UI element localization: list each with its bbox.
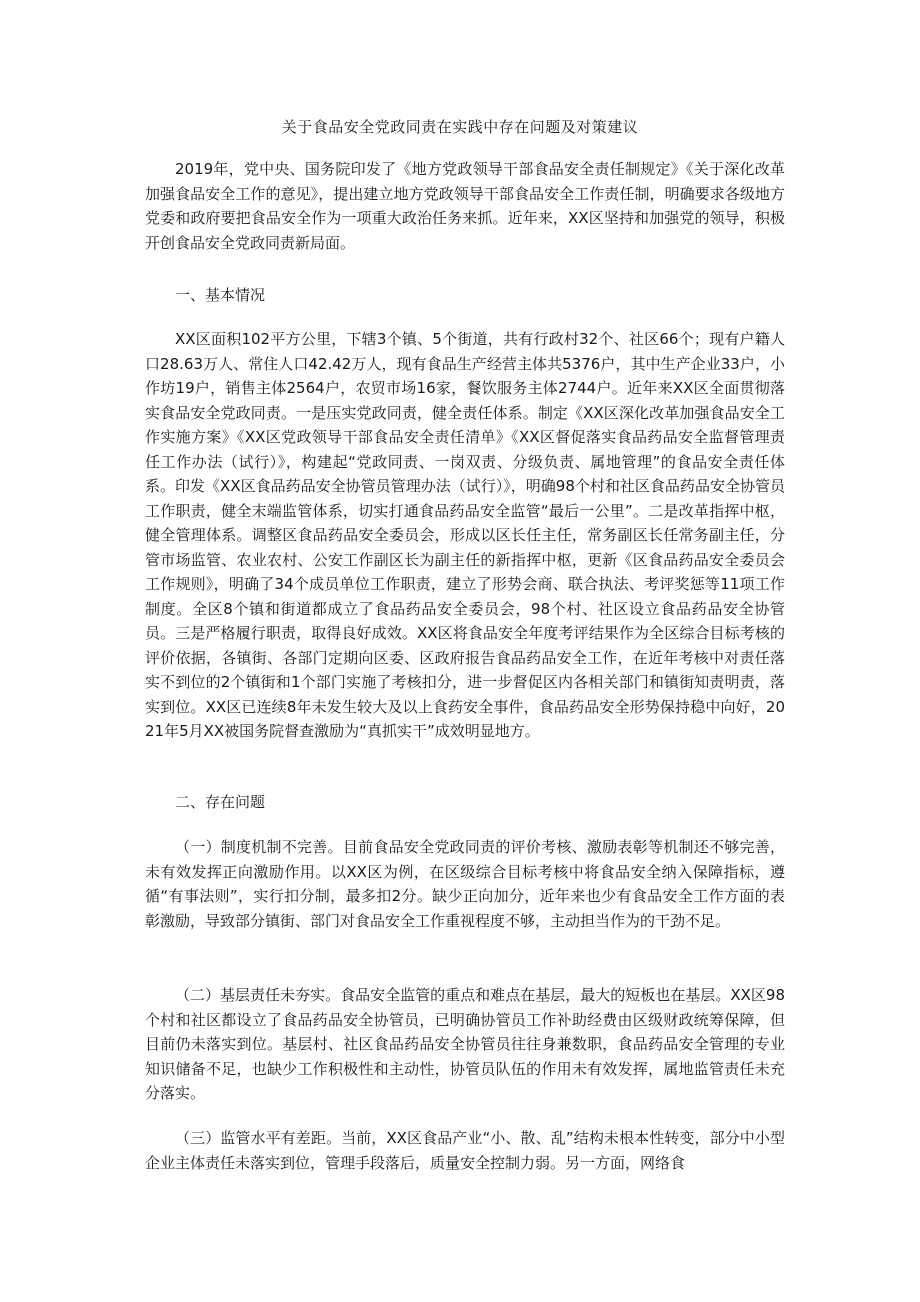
- section-heading-existing-problems: 二、存在问题: [175, 793, 266, 811]
- document-title: 关于食品安全党政同责在实践中存在问题及对策建议: [281, 118, 639, 136]
- problem-paragraph-2: （二）基层责任未夯实。食品安全监管的重点和难点在基层，最大的短板也在基层。XX区98个村和社区都设立了食品药品安全协管员，已明确协管员工作补助经费由区级财政统筹保障，但目前仍未落实到位。基层村、社区食品药品安全协管员往往身兼数职，食品药品安全管理的专业知识储备不足，也缺少工作积极性和主动性，协管员队伍的作用未有效发挥，属地监管责任未充分落实。: [145, 986, 785, 1102]
- problem-paragraph-3: （三）监管水平有差距。当前，XX区食品产业“小、散、乱”结构未根本性转变，部分中小型企业主体责任未落实到位，管理手段落后，质量安全控制力弱。另一方面，网络食: [145, 1129, 785, 1172]
- intro-paragraph: 2019年，党中央、国务院印发了《地方党政领导干部食品安全责任制规定》《关于深化改革加强食品安全工作的意见》，提出建立地方党政领导干部食品安全工作责任制，明确要求各级地方党委和政府要把食品安全作为一项重大政治任务来抓。近年来，XX区坚持和加强党的领导，积极开创食品安全党政同责新局面。: [145, 160, 785, 252]
- problem-paragraph-1: （一）制度机制不完善。目前食品安全党政同责的评价考核、激励表彰等机制还不够完善，未有效发挥正向激励作用。以XX区为例，在区级综合目标考核中将食品安全纳入保障指标，遵循“有事法则”，实行扣分制，最多扣2分。缺少正向加分，近年来也少有食品安全工作方面的表彰激励，导致部分镇街、部门对食品安全工作重视程度不够，主动担当作为的干劲不足。: [145, 838, 785, 930]
- basic-situation-paragraph: XX区面积102平方公里，下辖3个镇、5个街道，共有行政村32个、社区66个；现有户籍人口28.63万人、常住人口42.42万人，现有食品生产经营主体共5376户，其中生产企业33户，小作坊19户，销售主体2564户，农贸市场16家，餐饮服务主体2744户。近年来XX区全面贯彻落实食品安全党政同责。一是压实党政同责，健全责任体系。制定《XX区深化改革加强食品安全工作实施方案》《XX区党政领导干部食品安全责任清单》《XX区督促落实食品药品安全监督管理责任工作办法（试行）》，构建起“党政同责、一岗双责、分级负责、属地管理”的食品安全责任体系。印发《XX区食品药品安全协管员管理办法（试行）》，明确98个村和社区食品药品安全协管员工作职责，健全末端监管体系，切实打通食品药品安全监管“最后一公里”。二是改革指挥中枢，健全管理体系。调整区食品药品安全委员会，形成以区长任主任，常务副区长任常务副主任，分管市场监管、农业农村、公安工作副区长为副主任的新指挥中枢，更新《区食品药品安全委员会工作规则》，明确了34个成员单位工作职责，建立了形势会商、联合执法、考评奖惩等11项工作制度。全区8个镇和街道都成立了食品药品安全委员会，98个村、社区设立食品药品安全协管员。三是严格履行职责，取得良好成效。XX区将食品安全年度考评结果作为全区综合目标考核的评价依据，各镇街、各部门定期向区委、区政府报告食品药品安全工作，在近年考核中对责任落实不到位的2个镇街和1个部门实施了考核扣分，进一步督促区内各相关部门和镇街知责明责，落实到位。XX区已连续8年未发生较大及以上食药安全事件，食品药品安全形势保持稳中向好，2021年5月XX被国务院督查激励为“真抓实干”成效明显地方。: [145, 330, 785, 740]
- section-heading-basic-situation: 一、基本情况: [175, 286, 266, 304]
